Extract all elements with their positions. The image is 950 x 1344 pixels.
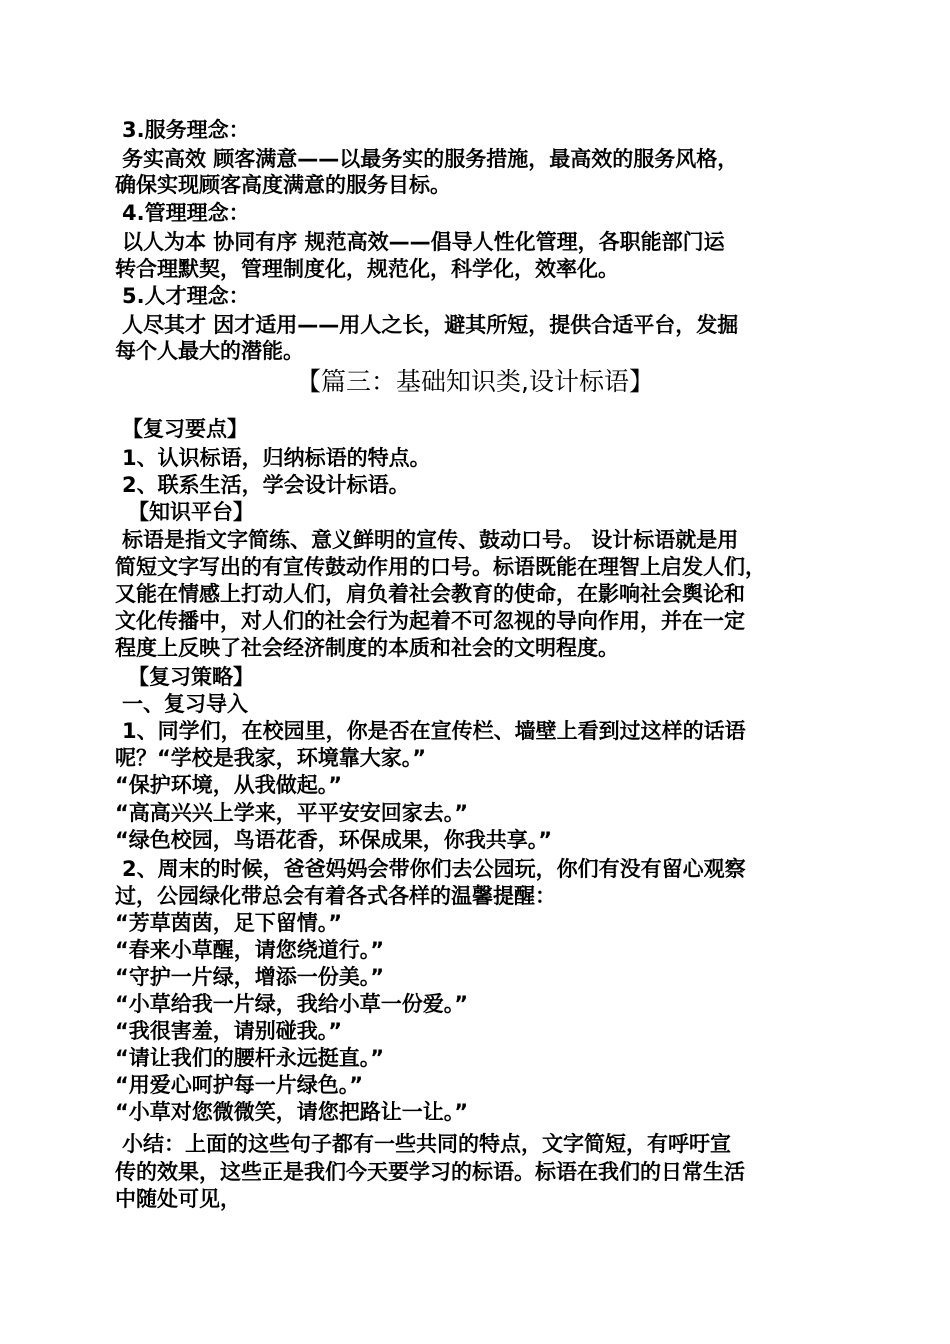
paragraph-line: 确保实现顾客高度满意的服务目标。 bbox=[115, 173, 451, 197]
slogan-line: “守护一片绿，增添一份美。” bbox=[115, 965, 385, 989]
summary-line: 小结：上面的这些句子都有一些共同的特点，文字简短，有呼吁宣 bbox=[122, 1132, 731, 1156]
service-concept-heading: 3.服务理念： bbox=[122, 118, 250, 142]
paragraph-line: 务实高效 顾客满意——以最务实的服务措施，最高效的服务风格， bbox=[122, 147, 739, 171]
slogan-line: “绿色校园，鸟语花香，环保成果，你我共享。” bbox=[115, 828, 553, 852]
subsection-heading: 一、复习导入 bbox=[122, 692, 248, 716]
paragraph-line: 简短文字写出的有宣传鼓动作用的口号。标语既能在理智上启发人们， bbox=[115, 555, 766, 579]
paragraph-line: 呢？“学校是我家，环境靠大家。” bbox=[115, 746, 427, 770]
paragraph-line: 过，公园绿化带总会有着各式各样的温馨提醒： bbox=[115, 884, 556, 908]
paragraph-line: 传的效果，这些正是我们今天要学习的标语。标语在我们的日常生活 bbox=[115, 1160, 745, 1184]
slogan-line: “保护环境，从我做起。” bbox=[115, 773, 343, 797]
slogan-line: “我很害羞，请别碰我。” bbox=[115, 1019, 343, 1043]
knowledge-platform-heading: 【知识平台】 bbox=[128, 500, 254, 524]
paragraph-line: 又能在情感上打动人们，肩负着社会教育的使命，在影响社会舆论和 bbox=[115, 582, 745, 606]
slogan-line: “高高兴兴上学来，平平安安回家去。” bbox=[115, 801, 469, 825]
slogan-line: “用爱心呵护每一片绿色。” bbox=[115, 1073, 364, 1097]
paragraph-line: 每个人最大的潜能。 bbox=[115, 339, 304, 363]
paragraph-line: 文化传播中，对人们的社会行为起着不可忽视的导向作用，并在一定 bbox=[115, 609, 745, 633]
paragraph-line: 以人为本 协同有序 规范高效——倡导人性化管理，各职能部门运 bbox=[122, 230, 725, 254]
management-concept-heading: 4.管理理念： bbox=[122, 201, 250, 225]
paragraph-line: 人尽其才 因才适用——用人之长，避其所短，提供合适平台，发掘 bbox=[122, 313, 739, 337]
talent-concept-heading: 5.人才理念： bbox=[122, 284, 250, 308]
section-title: 【篇三：基础知识类,设计标语】 bbox=[296, 367, 654, 396]
slogan-line: “小草对您微微笑，请您把路让一让。” bbox=[115, 1100, 469, 1124]
slogan-line: “小草给我一片绿，我给小草一份爱。” bbox=[115, 992, 469, 1016]
slogan-line: “芳草茵茵，足下留情。” bbox=[115, 911, 343, 935]
paragraph-line: 1、同学们，在校园里，你是否在宣传栏、墙壁上看到过这样的话语 bbox=[122, 719, 746, 743]
slogan-line: “春来小草醒，请您绕道行。” bbox=[115, 938, 385, 962]
review-strategy-heading: 【复习策略】 bbox=[128, 665, 254, 689]
paragraph-line: 程度上反映了社会经济制度的本质和社会的文明程度。 bbox=[115, 636, 619, 660]
paragraph-line: 转合理默契，管理制度化，规范化，科学化，效率化。 bbox=[115, 257, 619, 281]
list-item: 2、联系生活，学会设计标语。 bbox=[122, 473, 410, 497]
review-points-heading: 【复习要点】 bbox=[122, 417, 248, 441]
paragraph-line: 中随处可见， bbox=[115, 1187, 241, 1211]
slogan-line: “请让我们的腰杆永远挺直。” bbox=[115, 1046, 385, 1070]
list-item: 1、认识标语，归纳标语的特点。 bbox=[122, 446, 431, 470]
paragraph-line: 标语是指文字简练、意义鲜明的宣传、鼓动口号。 设计标语就是用 bbox=[122, 528, 739, 552]
paragraph-line: 2、周末的时候，爸爸妈妈会带你们去公园玩，你们有没有留心观察 bbox=[122, 857, 746, 881]
